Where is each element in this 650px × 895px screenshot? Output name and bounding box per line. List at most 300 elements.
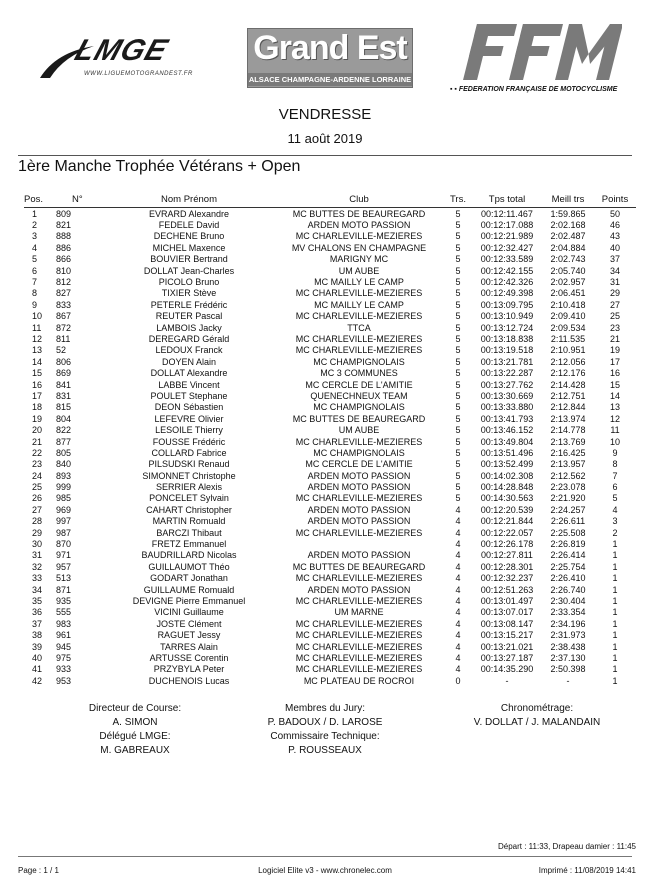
cell-club: MC CHARLEVILLE-MEZIERES bbox=[295, 595, 423, 606]
cell-club: MC CHARLEVILLE-MEZIERES bbox=[295, 664, 423, 675]
cell-pos: 27 bbox=[32, 504, 43, 515]
cell-club: MC BUTTES DE BEAUREGARD bbox=[292, 208, 426, 219]
officials-right bbox=[452, 702, 622, 730]
cell-num: 812 bbox=[56, 277, 72, 288]
cell-trs: 5 bbox=[455, 356, 461, 367]
cell-meill: 2:11.535 bbox=[550, 333, 586, 344]
cell-num: 971 bbox=[56, 550, 72, 561]
cell-name: DEREGARD Gérald bbox=[148, 333, 230, 344]
cell-num: 957 bbox=[56, 561, 72, 572]
cell-club: ARDEN MOTO PASSION bbox=[307, 550, 411, 561]
cell-pos: 36 bbox=[32, 607, 43, 618]
cell-meill: 2:12.844 bbox=[550, 402, 586, 413]
cell-num: 52 bbox=[56, 345, 67, 356]
cell-num: 822 bbox=[56, 425, 72, 436]
cell-tps: 00:13:07.017 bbox=[480, 607, 534, 618]
cell-name: VICINI Guillaume bbox=[154, 607, 224, 618]
cell-meill: 2:26.611 bbox=[550, 516, 586, 527]
cell-num: 893 bbox=[56, 470, 72, 481]
cell-club: UM AUBE bbox=[338, 265, 380, 276]
table-row bbox=[24, 618, 636, 629]
cell-name: REUTER Pascal bbox=[155, 311, 223, 322]
cell-trs: 4 bbox=[455, 630, 461, 641]
printed-timestamp: Imprimé : 11/08/2019 14:41 bbox=[538, 866, 636, 875]
cell-name: COLLARD Fabrice bbox=[151, 447, 227, 458]
cell-tps: 00:12:21.989 bbox=[480, 231, 534, 242]
cell-trs: 4 bbox=[455, 539, 461, 550]
table-row bbox=[24, 413, 636, 424]
delegate-name: M. GABREAUX bbox=[100, 745, 170, 756]
col-header-tps: Tps total bbox=[488, 193, 526, 205]
cell-trs: 5 bbox=[455, 345, 461, 356]
cell-trs: 4 bbox=[455, 595, 461, 606]
cell-tps: 00:13:01.497 bbox=[480, 595, 534, 606]
cell-trs: 5 bbox=[455, 242, 461, 253]
cell-meill: 1:59.865 bbox=[550, 208, 586, 219]
cell-name: LEDOUX Franck bbox=[155, 345, 223, 356]
cell-pts: 27 bbox=[609, 299, 620, 310]
software-credit: Logiciel Elite v3 - www.chronelec.com bbox=[258, 866, 392, 875]
table-row bbox=[24, 231, 636, 242]
cell-pts: 40 bbox=[609, 242, 620, 253]
cell-club: MC CHAMPIGNOLAIS bbox=[313, 447, 405, 458]
cell-pts: 4 bbox=[612, 504, 618, 515]
cell-name: LABBE Vincent bbox=[158, 379, 220, 390]
cell-tps: 00:13:12.724 bbox=[480, 322, 534, 333]
cell-trs: 4 bbox=[455, 516, 461, 527]
cell-pos: 21 bbox=[32, 436, 43, 447]
cell-meill: 2:31.973 bbox=[550, 630, 586, 641]
cell-club bbox=[274, 538, 444, 549]
cell-meill: 2:38.438 bbox=[550, 641, 586, 652]
cell-pos: 20 bbox=[32, 425, 43, 436]
cell-tps: 00:13:08.147 bbox=[480, 618, 534, 629]
cell-pos: 28 bbox=[32, 516, 43, 527]
table-row bbox=[24, 436, 636, 447]
cell-tps: 00:12:42.326 bbox=[480, 277, 534, 288]
table-row bbox=[24, 584, 636, 595]
cell-num: 867 bbox=[56, 311, 72, 322]
cell-club: ARDEN MOTO PASSION bbox=[307, 504, 411, 515]
cell-meill: 2:16.425 bbox=[550, 447, 586, 458]
grandest-logo-subtitle: ALSACE CHAMPAGNE-ARDENNE LORRAINE bbox=[248, 75, 412, 84]
cell-name: TARRES Alain bbox=[160, 641, 218, 652]
cell-pos: 23 bbox=[32, 459, 43, 470]
cell-pos: 38 bbox=[32, 630, 43, 641]
cell-tps: 00:12:32.427 bbox=[480, 242, 534, 253]
cell-num: 871 bbox=[56, 584, 72, 595]
cell-pts: 1 bbox=[612, 584, 618, 595]
cell-tps: 00:12:49.398 bbox=[480, 288, 534, 299]
cell-club: MC CHARLEVILLE-MEZIERES bbox=[295, 641, 423, 652]
cell-club: MC CHARLEVILLE-MEZIERES bbox=[295, 618, 423, 629]
cell-tps: 00:14:30.563 bbox=[480, 493, 534, 504]
table-row bbox=[24, 664, 636, 675]
cell-name: DOYEN Alain bbox=[161, 356, 217, 367]
table-row bbox=[24, 219, 636, 230]
table-row bbox=[24, 299, 636, 310]
cell-tps: 00:13:22.287 bbox=[480, 368, 534, 379]
cell-pts: 37 bbox=[609, 254, 620, 265]
cell-club: MC CHARLEVILLE-MEZIERES bbox=[295, 527, 423, 538]
table-row bbox=[24, 356, 636, 367]
cell-pts: 7 bbox=[612, 470, 618, 481]
cell-name: BOUVIER Bertrand bbox=[150, 254, 228, 265]
table-row bbox=[24, 459, 636, 470]
cell-tps: 00:14:28.848 bbox=[480, 482, 534, 493]
cell-tps: 00:13:46.152 bbox=[480, 425, 534, 436]
cell-club: MC 3 COMMUNES bbox=[320, 368, 398, 379]
lmge-logo-url: WWW.LIGUEMOTOGRANDEST.FR bbox=[84, 71, 193, 77]
cell-meill: - bbox=[566, 675, 570, 686]
cell-club: UM MARNE bbox=[334, 607, 384, 618]
cell-num: 999 bbox=[56, 482, 72, 493]
cell-pts: 25 bbox=[609, 311, 620, 322]
footer-divider bbox=[18, 856, 632, 857]
cell-name: EVRARD Alexandre bbox=[148, 208, 230, 219]
cell-club: MV CHALONS EN CHAMPAGNE bbox=[291, 242, 427, 253]
cell-num: 953 bbox=[56, 675, 72, 686]
cell-name: PETERLE Frédéric bbox=[150, 299, 228, 310]
cell-pts: 8 bbox=[612, 459, 618, 470]
cell-trs: 5 bbox=[455, 231, 461, 242]
col-header-meill: Meill trs bbox=[551, 193, 585, 205]
cell-trs: 4 bbox=[455, 504, 461, 515]
cell-pts: 50 bbox=[609, 208, 620, 219]
cell-num: 810 bbox=[56, 265, 72, 276]
table-row bbox=[24, 345, 636, 356]
cell-club: MC BUTTES DE BEAUREGARD bbox=[292, 561, 426, 572]
cell-tps: 00:13:27.187 bbox=[480, 652, 534, 663]
cell-pts: 19 bbox=[609, 345, 620, 356]
cell-pos: 18 bbox=[32, 402, 43, 413]
cell-pos: 11 bbox=[32, 322, 42, 333]
cell-trs: 4 bbox=[455, 527, 461, 538]
cell-club: ARDEN MOTO PASSION bbox=[307, 470, 411, 481]
table-row bbox=[24, 367, 636, 378]
cell-trs: 5 bbox=[455, 390, 461, 401]
cell-tps: 00:13:52.499 bbox=[480, 459, 534, 470]
cell-trs: 4 bbox=[455, 550, 461, 561]
cell-meill: 2:13.974 bbox=[550, 413, 586, 424]
cell-tps: 00:12:27.811 bbox=[481, 550, 533, 561]
cell-trs: 5 bbox=[455, 277, 461, 288]
cell-pts: 23 bbox=[609, 322, 620, 333]
col-header-pts: Points bbox=[601, 193, 629, 205]
cell-num: 840 bbox=[56, 459, 72, 470]
cell-num: 806 bbox=[56, 356, 72, 367]
cell-tps: 00:12:22.057 bbox=[480, 527, 534, 538]
cell-num: 985 bbox=[56, 493, 72, 504]
cell-meill: 2:12.176 bbox=[550, 368, 586, 379]
cell-pts: 16 bbox=[609, 368, 620, 379]
cell-name: MICHEL Maxence bbox=[152, 242, 226, 253]
cell-pts: 10 bbox=[609, 436, 620, 447]
cell-name: DOLLAT Jean-Charles bbox=[143, 265, 235, 276]
table-row bbox=[24, 573, 636, 584]
director-name: A. SIMON bbox=[112, 717, 158, 728]
cell-pts: 9 bbox=[612, 447, 618, 458]
cell-pos: 34 bbox=[32, 584, 43, 595]
table-row bbox=[24, 242, 636, 253]
table-row bbox=[24, 333, 636, 344]
cell-trs: 5 bbox=[455, 482, 461, 493]
cell-meill: 2:26.410 bbox=[550, 573, 586, 584]
cell-trs: 0 bbox=[455, 675, 461, 686]
ffm-logo-caption: FEDERATION FRANÇAISE DE MOTOCYCLISME bbox=[458, 86, 618, 93]
cell-pts: 43 bbox=[609, 231, 620, 242]
cell-pos: 33 bbox=[32, 573, 43, 584]
cell-tps: 00:13:21.021 bbox=[480, 641, 534, 652]
cell-trs: 5 bbox=[455, 379, 461, 390]
cell-num: 933 bbox=[56, 664, 72, 675]
cell-name: DEON Sébastien bbox=[154, 402, 224, 413]
officials-left bbox=[70, 702, 200, 758]
cell-tps: 00:13:49.804 bbox=[480, 436, 534, 447]
cell-club: MC PLATEAU DE ROCROI bbox=[303, 675, 415, 686]
table-row bbox=[24, 254, 636, 265]
table-row bbox=[24, 561, 636, 572]
cell-num: 975 bbox=[56, 652, 72, 663]
cell-club: MC CHAMPIGNOLAIS bbox=[313, 356, 405, 367]
results-table bbox=[24, 191, 636, 686]
cell-num: 815 bbox=[56, 402, 72, 413]
table-row bbox=[24, 629, 636, 640]
table-row bbox=[24, 402, 636, 413]
cell-meill: 2:02.168 bbox=[550, 220, 586, 231]
cell-pos: 16 bbox=[32, 379, 43, 390]
cell-club: MC BUTTES DE BEAUREGARD bbox=[292, 413, 426, 424]
cell-pos: 12 bbox=[32, 333, 43, 344]
cell-trs: 5 bbox=[455, 470, 461, 481]
table-row bbox=[24, 516, 636, 527]
cell-trs: 4 bbox=[455, 584, 461, 595]
grandest-logo bbox=[247, 28, 413, 88]
table-row bbox=[24, 675, 636, 686]
ffm-letters-icon bbox=[462, 20, 622, 84]
cell-name: DOLLAT Alexandre bbox=[150, 368, 228, 379]
cell-name: PONCELET Sylvain bbox=[149, 493, 229, 504]
cell-meill: 2:02.957 bbox=[550, 277, 586, 288]
cell-meill: 2:24.257 bbox=[550, 504, 586, 515]
tech-name: P. ROUSSEAUX bbox=[288, 745, 362, 756]
officials-middle bbox=[250, 702, 400, 758]
cell-num: 872 bbox=[56, 322, 72, 333]
cell-meill: 2:14.428 bbox=[550, 379, 586, 390]
cell-num: 833 bbox=[56, 299, 72, 310]
cell-pts: 29 bbox=[609, 288, 620, 299]
cell-tps: 00:13:15.217 bbox=[480, 630, 534, 641]
cell-club: MC CHARLEVILLE-MEZIERES bbox=[295, 231, 423, 242]
table-row bbox=[24, 595, 636, 606]
table-row bbox=[24, 447, 636, 458]
jury-label: Membres du Jury: bbox=[284, 703, 366, 714]
cell-name: PILSUDSKI Renaud bbox=[148, 459, 230, 470]
cell-name: DUCHENOIS Lucas bbox=[148, 675, 230, 686]
table-row bbox=[24, 424, 636, 435]
cell-tps: 00:12:32.237 bbox=[480, 573, 534, 584]
cell-name: MARTIN Romuald bbox=[152, 516, 226, 527]
cell-club: MC CHARLEVILLE-MEZIERES bbox=[295, 493, 423, 504]
cell-meill: 2:21.920 bbox=[550, 493, 586, 504]
cell-pos: 6 bbox=[32, 265, 38, 276]
cell-num: 945 bbox=[56, 641, 72, 652]
cell-tps: 00:12:17.088 bbox=[480, 220, 534, 231]
cell-pos: 13 bbox=[32, 345, 43, 356]
director-label: Directeur de Course: bbox=[88, 703, 182, 714]
cell-pts: 17 bbox=[609, 356, 620, 367]
cell-trs: 4 bbox=[455, 652, 461, 663]
cell-name: JOSTE Clément bbox=[156, 618, 222, 629]
cell-club: MC CHARLEVILLE-MEZIERES bbox=[295, 630, 423, 641]
cell-club: MC CHARLEVILLE-MEZIERES bbox=[295, 652, 423, 663]
cell-meill: 2:06.451 bbox=[550, 288, 586, 299]
cell-club: ARDEN MOTO PASSION bbox=[307, 220, 411, 231]
cell-meill: 2:12.751 bbox=[550, 390, 586, 401]
cell-name: BAUDRILLARD Nicolas bbox=[141, 550, 237, 561]
cell-name: LEFEVRE Olivier bbox=[154, 413, 224, 424]
chrono-names: V. DOLLAT / J. MALANDAIN bbox=[473, 717, 601, 728]
cell-pts: 1 bbox=[612, 561, 618, 572]
cell-pts: 1 bbox=[612, 618, 618, 629]
cell-pos: 40 bbox=[32, 652, 43, 663]
cell-name: PRZYBYLA Peter bbox=[153, 664, 225, 675]
cell-name: LAMBOIS Jacky bbox=[156, 322, 222, 333]
cell-meill: 2:30.404 bbox=[550, 595, 586, 606]
cell-club: ARDEN MOTO PASSION bbox=[307, 482, 411, 493]
cell-pts: 1 bbox=[612, 573, 618, 584]
cell-tps: 00:13:10.949 bbox=[480, 311, 534, 322]
cell-trs: 5 bbox=[455, 208, 461, 219]
cell-num: 888 bbox=[56, 231, 72, 242]
race-title: 1ère Manche Trophée Vétérans + Open bbox=[18, 158, 301, 175]
cell-name: DEVIGNE Pierre Emmanuel bbox=[132, 595, 246, 606]
cell-pts: 1 bbox=[612, 652, 618, 663]
cell-pos: 19 bbox=[32, 413, 43, 424]
cell-club: MC CERCLE DE L'AMITIE bbox=[305, 379, 413, 390]
table-row bbox=[24, 652, 636, 663]
cell-pts: 1 bbox=[612, 641, 618, 652]
cell-trs: 5 bbox=[455, 447, 461, 458]
cell-pts: 14 bbox=[609, 390, 620, 401]
cell-tps: 00:13:27.762 bbox=[480, 379, 534, 390]
table-row bbox=[24, 390, 636, 401]
cell-trs: 5 bbox=[455, 322, 461, 333]
table-row bbox=[24, 379, 636, 390]
cell-name: RAGUET Jessy bbox=[157, 630, 221, 641]
cell-pts: 12 bbox=[609, 413, 620, 424]
cell-club: ARDEN MOTO PASSION bbox=[307, 516, 411, 527]
cell-name: CAHART Christopher bbox=[146, 504, 232, 515]
cell-tps: - bbox=[505, 675, 509, 686]
cell-trs: 5 bbox=[455, 402, 461, 413]
cell-pos: 32 bbox=[32, 561, 43, 572]
cell-num: 809 bbox=[56, 208, 72, 219]
header-divider bbox=[18, 155, 632, 156]
cell-meill: 2:33.354 bbox=[550, 607, 586, 618]
lmge-logo-text: LMGE bbox=[70, 34, 173, 67]
cell-pos: 24 bbox=[32, 470, 43, 481]
cell-pos: 10 bbox=[32, 311, 43, 322]
table-row bbox=[24, 276, 636, 287]
cell-tps: 00:13:19.518 bbox=[480, 345, 534, 356]
cell-pts: 34 bbox=[609, 265, 620, 276]
cell-meill: 2:13.769 bbox=[550, 436, 586, 447]
cell-tps: 00:13:09.795 bbox=[480, 299, 534, 310]
cell-name: POULET Stephane bbox=[150, 390, 228, 401]
cell-num: 997 bbox=[56, 516, 72, 527]
col-header-name: Nom Prénom bbox=[161, 193, 217, 205]
cell-trs: 5 bbox=[455, 493, 461, 504]
cell-name: DECHENE Bruno bbox=[153, 231, 225, 242]
col-header-pos: Pos. bbox=[24, 193, 44, 205]
cell-pts: 1 bbox=[612, 630, 618, 641]
lmge-logo bbox=[36, 34, 211, 88]
cell-trs: 5 bbox=[455, 265, 461, 276]
cell-name: SIMONNET Christophe bbox=[142, 470, 236, 481]
cell-meill: 2:12.056 bbox=[550, 356, 586, 367]
page-number: Page : 1 / 1 bbox=[18, 866, 59, 875]
table-row bbox=[24, 504, 636, 515]
cell-pts: 1 bbox=[612, 550, 618, 561]
cell-name: FEDELE David bbox=[158, 220, 220, 231]
cell-pts: 6 bbox=[612, 482, 618, 493]
cell-pos: 31 bbox=[32, 550, 43, 561]
cell-pos: 3 bbox=[32, 231, 38, 242]
ffm-logo-text: ▪ ▪ FEDERATION FRANÇAISE DE MOTOCYCLISME bbox=[450, 86, 618, 93]
cell-club: MC MAILLY LE CAMP bbox=[314, 299, 404, 310]
cell-pos: 29 bbox=[32, 527, 43, 538]
cell-meill: 2:26.819 bbox=[550, 539, 586, 550]
cell-trs: 4 bbox=[455, 664, 461, 675]
cell-meill: 2:13.957 bbox=[550, 459, 586, 470]
delegate-label: Délégué LMGE: bbox=[99, 731, 171, 742]
cell-trs: 5 bbox=[455, 311, 461, 322]
start-flag-times: Départ : 11:33, Drapeau damier : 11:45 bbox=[497, 842, 636, 851]
cell-num: 987 bbox=[56, 527, 72, 538]
cell-club: MC CHARLEVILLE-MEZIERES bbox=[295, 333, 423, 344]
cell-meill: 2:05.740 bbox=[550, 265, 586, 276]
cell-pos: 26 bbox=[32, 493, 43, 504]
table-row bbox=[24, 311, 636, 322]
cell-tps: 00:13:33.880 bbox=[480, 402, 534, 413]
table-row bbox=[24, 265, 636, 276]
cell-club: QUENECHNEUX TEAM bbox=[310, 390, 408, 401]
cell-trs: 5 bbox=[455, 368, 461, 379]
cell-num: 831 bbox=[56, 390, 72, 401]
cell-meill: 2:26.740 bbox=[550, 584, 586, 595]
table-row bbox=[24, 322, 636, 333]
cell-club: UM AUBE bbox=[338, 425, 380, 436]
cell-name: TIXIER Stève bbox=[161, 288, 217, 299]
cell-num: 811 bbox=[56, 333, 71, 344]
cell-club: MC CERCLE DE L'AMITIE bbox=[305, 459, 413, 470]
cell-meill: 2:37.130 bbox=[550, 652, 586, 663]
cell-meill: 2:04.884 bbox=[550, 242, 586, 253]
cell-pos: 8 bbox=[32, 288, 38, 299]
cell-meill: 2:14.778 bbox=[550, 425, 586, 436]
col-header-club: Club bbox=[349, 193, 369, 205]
cell-pos: 2 bbox=[32, 220, 38, 231]
cell-tps: 00:12:26.178 bbox=[480, 539, 534, 550]
cell-num: 869 bbox=[56, 368, 72, 379]
cell-num: 935 bbox=[56, 595, 72, 606]
cell-meill: 2:10.951 bbox=[550, 345, 586, 356]
cell-pts: 11 bbox=[610, 425, 620, 436]
cell-meill: 2:10.418 bbox=[550, 299, 586, 310]
cell-pts: 1 bbox=[612, 595, 618, 606]
cell-pos: 14 bbox=[32, 356, 43, 367]
